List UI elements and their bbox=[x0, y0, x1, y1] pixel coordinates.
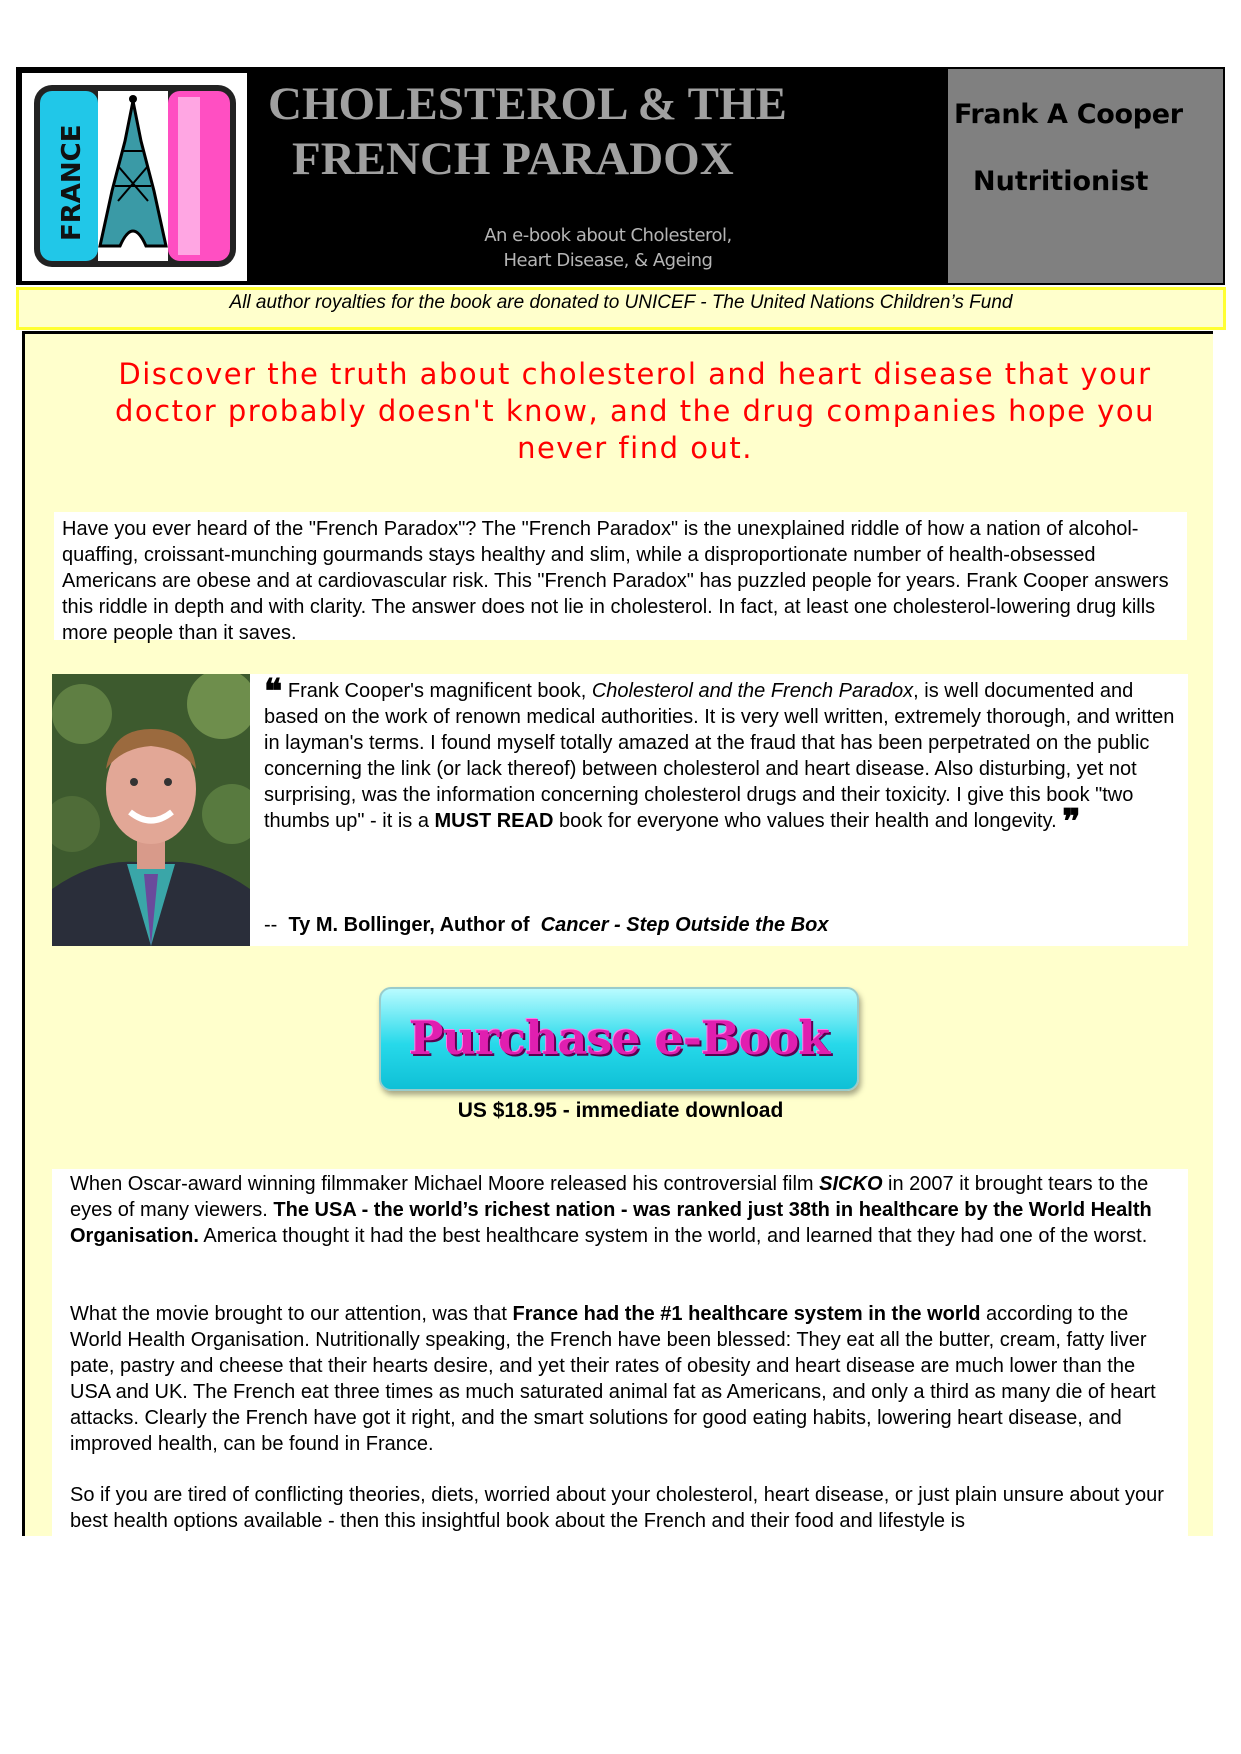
body-p1-text-c: America thought it had the best healthcare system in the world, and learned that they had one of the worst. bbox=[198, 1225, 1148, 1247]
title-line-2: FRENCH PARADOX bbox=[292, 133, 734, 185]
body-paragraph-3: So if you are tired of conflicting theories, diets, worried about your cholesterol, heart disease, or just plain unsure about your best health options available - then this insightful book about the French and their food and lifestyle is bbox=[70, 1484, 1164, 1532]
author-role: Nutritionist bbox=[973, 166, 1149, 197]
testimonial-attribution bbox=[264, 914, 829, 937]
attribution-book: Cancer - Step Outside the Box bbox=[540, 914, 829, 936]
attribution-dash: -- bbox=[264, 914, 278, 936]
purchase-ebook-button[interactable] bbox=[379, 987, 859, 1091]
body-p1-text-a: When Oscar-award winning filmmaker Michael Moore released his controversial film bbox=[70, 1173, 820, 1195]
logo-text: FRANCE bbox=[57, 124, 87, 241]
attribution-name: Ty M. Bollinger, Author of bbox=[288, 914, 530, 936]
body-p1-text-b: in 2007 it brought tears to the eyes of many viewers. bbox=[70, 1173, 1149, 1221]
title-area bbox=[248, 69, 948, 283]
title-line-1: CHOLESTEROL & THE bbox=[268, 78, 787, 130]
body-p2-bold: France had the #1 healthcare system in the world bbox=[512, 1303, 981, 1325]
body-section bbox=[52, 1169, 1188, 1539]
film-title: SICKO bbox=[819, 1173, 883, 1195]
purchase-button-label[interactable]: Purchase e-Book bbox=[408, 1011, 830, 1065]
open-quote-icon: ❝ bbox=[264, 672, 283, 712]
author-box bbox=[948, 69, 1223, 283]
intro-text: Have you ever heard of the "French Paradox"? The "French Paradox" is the unexplained riddle of how a nation of alcohol-quaffing, croissant-munching gourmands stays healthy and slim, while a disproportionate number of health-obsessed Americans are obese and at cardiovascular risk. This "French Paradox" has puzzled people for years. Frank Cooper answers this riddle in depth and with clarity. The answer does not lie in cholesterol. In fact, at least one cholesterol-lowering drug kills more people than it saves. bbox=[62, 518, 1169, 644]
headline: Discover the truth about cholesterol and heart disease that your doctor probably doesn't know, and the drug companies hope you never find out. bbox=[115, 357, 1155, 465]
subtitle bbox=[448, 223, 768, 273]
body-p2-text-a: What the movie brought to our attention, was that bbox=[70, 1303, 513, 1325]
body-paragraph-1 bbox=[70, 1171, 1180, 1249]
author-photo bbox=[52, 674, 250, 946]
page-title bbox=[268, 77, 788, 187]
royalty-notice: All author royalties for the book are donated to UNICEF - The United Nations Children’s Fund bbox=[16, 287, 1226, 330]
author-name: Frank A Cooper bbox=[954, 99, 1183, 130]
quote-part-3: book for everyone who values their health and longevity. bbox=[553, 810, 1057, 832]
france-logo bbox=[22, 73, 247, 281]
main-panel bbox=[22, 331, 1213, 1536]
testimonial bbox=[52, 674, 1188, 946]
body-p1-bold: The USA - the world’s richest nation - was ranked just 38th in healthcare by the World Health Organisation. bbox=[70, 1199, 1152, 1247]
subtitle-line-2: Heart Disease, & Ageing bbox=[503, 250, 713, 271]
subtitle-line-1: An e-book about Cholesterol, bbox=[484, 225, 732, 246]
quote-part-2: , is well documented and based on the work of renown medical authorities. It is very well written, extremely thorough, and written in layman's terms. I found myself totally amazed at the fraud that has been perpetrated on the public concerning the link (or lack thereof) between cholesterol and heart disease. Also disturbing, yet not surprising, was the information concerning cholesterol drugs and their toxicity. I give this book "two thumbs up" - it is a bbox=[264, 680, 1175, 832]
quote-emphasis: MUST READ bbox=[434, 810, 554, 832]
close-quote-icon: ❞ bbox=[1062, 802, 1081, 842]
page-header bbox=[16, 67, 1225, 285]
body-paragraph-2 bbox=[70, 1301, 1180, 1457]
price-text: US $18.95 - immediate download bbox=[457, 1099, 784, 1122]
quote-book-title: Cholesterol and the French Paradox bbox=[591, 680, 914, 702]
body-p2-text-b: according to the World Health Organisation. Nutritionally speaking, the French have been blessed: They eat all the butter, cream, fatty liver pate, pastry and cheese that their hearts desire, and yet their rates of obesity and heart disease are much lower than the USA and UK. The French eat three times as much saturated animal fat as Americans, and only a third as many die of heart attacks. Clearly the French have got it right, and the smart solutions for good eating habits, lowering heart disease, and improved health, can be found in France. bbox=[70, 1303, 1156, 1455]
eiffel-tower-icon bbox=[30, 81, 240, 271]
testimonial-quote bbox=[264, 672, 1179, 842]
quote-part-1: Frank Cooper's magnificent book, bbox=[287, 680, 592, 702]
intro-section bbox=[54, 512, 1187, 644]
